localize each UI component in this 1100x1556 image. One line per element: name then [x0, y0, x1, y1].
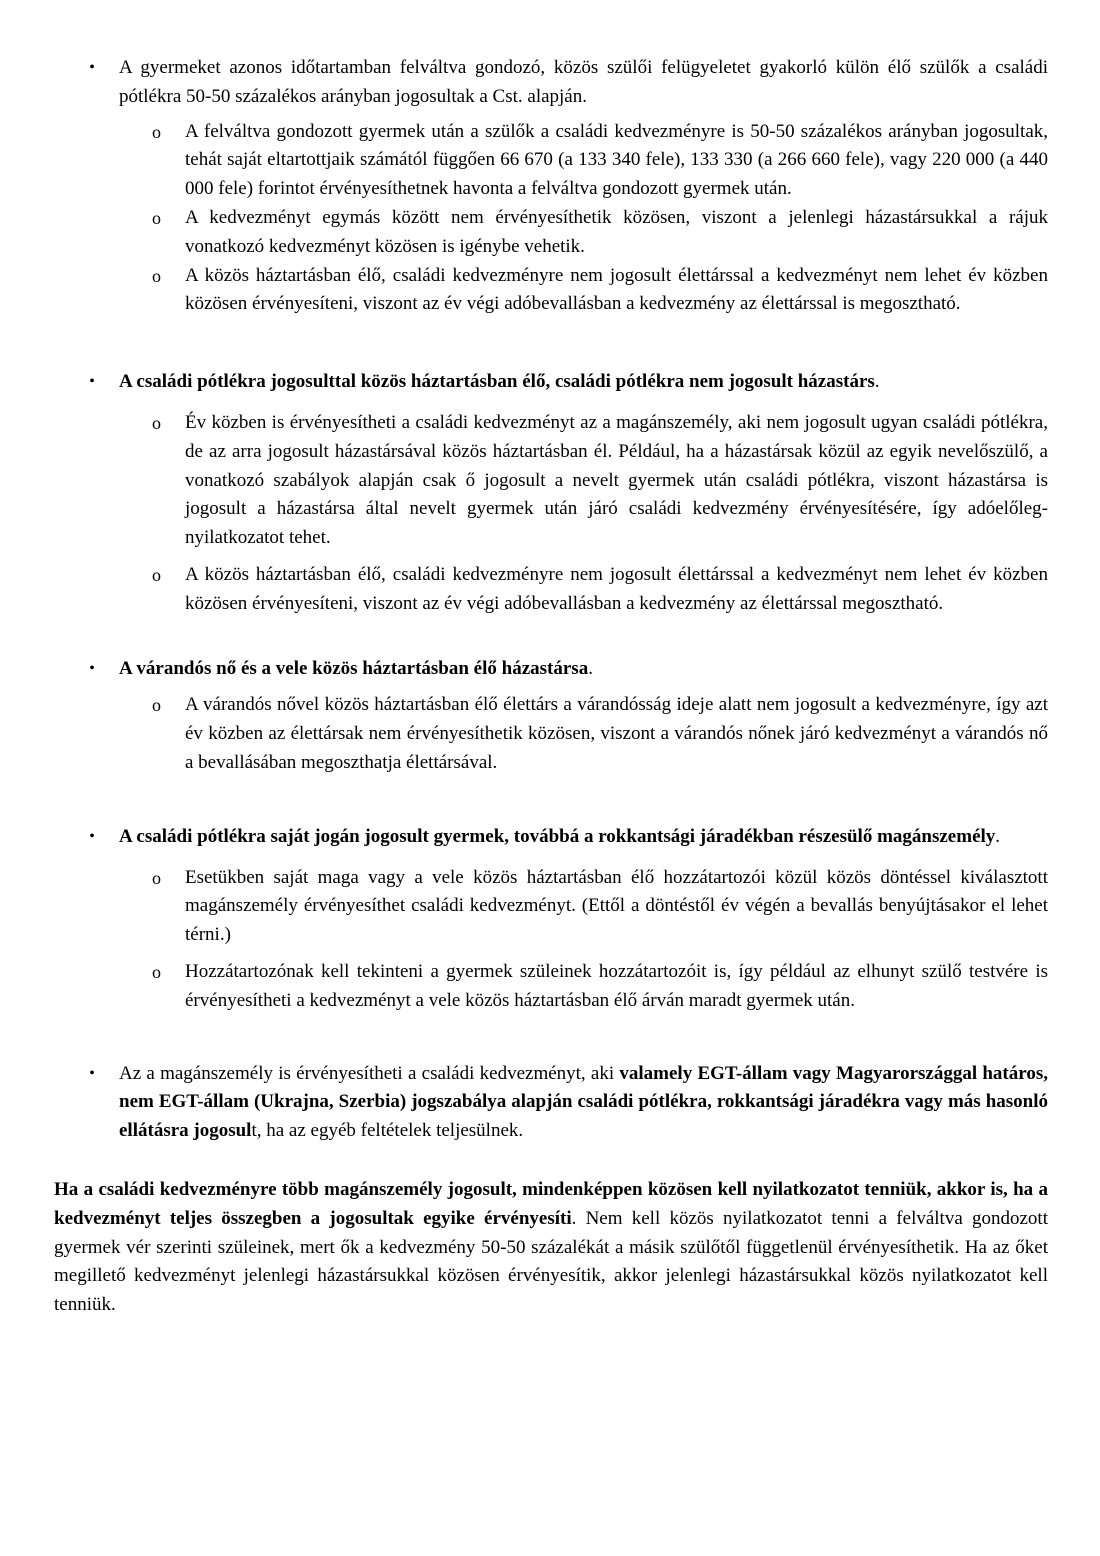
bullet-text: A gyermeket azonos időtartamban felváltva gondozó, közös szülői felügyeletet gyakorló külön élő szülők a családi pótlékra 50-50 százalékos arányban jogosultak a Cst. alapján.	[119, 57, 1048, 107]
sub-bullet-text: A közös háztartásban élő, családi kedvezményre nem jogosult élettárssal a kedvezményt nem lehet év közben közösen érvényesíteni, viszont az év végi adóbevallásban a kedvezmény az élettárssal megosztható.	[185, 563, 1048, 614]
bullet-glyph: •	[89, 659, 95, 677]
sub-bullet-item	[54, 864, 1048, 950]
sub-bullet-glyph: o	[152, 121, 161, 142]
sub-bullet-glyph: o	[152, 265, 161, 286]
bullet-text-bold: valamely EGT-állam vagy Magyarországgal határos, nem EGT-állam (Ukrajna, Szerbia) jogszabálya alapján családi pótlékra, rokkantsági járadékra vagy más hasonló ellátásra jogosul	[119, 1062, 1048, 1142]
sub-bullet-item	[54, 262, 1048, 320]
bullet-glyph: •	[89, 59, 95, 76]
sub-bullet-text: Hozzátartozónak kell tekinteni a gyermek szüleinek hozzátartozóit is, így például az elhunyt szülő testvére is érvényesítheti a kedvezményt a vele közös háztartásban élő árván maradt gyermek után.	[185, 960, 1048, 1011]
bullet-item	[54, 655, 1048, 684]
bullet-text-bold: A családi pótlékra jogosulttal közös háztartásban élő, családi pótlékra nem jogosult házastárs	[119, 371, 875, 393]
bullet-glyph: •	[89, 827, 95, 845]
sub-bullet-glyph: o	[152, 207, 161, 228]
bullet-item	[54, 368, 1048, 397]
sub-bullet-text: A felváltva gondozott gyermek után a szülők a családi kedvezményre is 50-50 százalékos arányban jogosultak, tehát saját eltartottjaik számától függően 66 670 (a 133 340 fele), 133 330 (a 266 660 fele), vagy 220 000 (a 440 000 fele) forintot érvényesíthetnek havonta a felváltva gondozott gyermek után.	[185, 120, 1048, 200]
sub-bullet-glyph: o	[152, 867, 161, 888]
sub-bullet-text: Esetükben saját maga vagy a vele közös háztartásban élő hozzátartozói közül közös döntéssel kiválasztott magánszemély érvényesíthet családi kedvezményt. (Ettől a döntéstől év végén a bevallás benyújtásakor el lehet térni.)	[185, 866, 1048, 946]
bullet-text-bold: A családi pótlékra saját jogán jogosult gyermek, továbbá a rokkantsági járadékban részesülő magánszemély	[119, 825, 996, 847]
bullet-text: .	[588, 657, 593, 679]
sub-bullet-item	[54, 409, 1048, 553]
sub-bullet-glyph: o	[152, 564, 161, 585]
bullet-item	[54, 54, 1048, 112]
bullet-section-1	[54, 54, 1048, 319]
sub-bullet-item	[54, 691, 1048, 777]
bullet-section-4	[54, 823, 1048, 1016]
sub-bullet-glyph: o	[152, 695, 161, 716]
bullet-text-bold: A várandós nő és a vele közös háztartásban élő házastársa	[119, 657, 589, 679]
sub-bullet-item	[54, 958, 1048, 1016]
bullet-glyph: •	[89, 373, 95, 391]
bullet-text: t, ha az egyéb feltételek teljesülnek.	[251, 1120, 524, 1142]
sub-bullet-text: A várandós nővel közös háztartásban élő élettárs a várandósság ideje alatt nem jogosult a kedvezményre, így azt év közben az élettársak nem érvényesíthetik közösen, viszont a várandós nőnek járó kedvezményt a várandós nő a bevallásában megoszthatja élettársával.	[185, 694, 1048, 773]
bullet-section-3	[54, 655, 1048, 778]
sub-bullet-glyph: o	[152, 961, 161, 982]
sub-bullet-text: A közös háztartásban élő, családi kedvezményre nem jogosult élettárssal a kedvezményt nem lehet év közben közösen érvényesíteni, viszont az év végi adóbevallásban a kedvezmény az élettárssal is megosztható.	[185, 264, 1048, 315]
bullet-text: Az a magánszemély is érvényesítheti a családi kedvezményt, aki	[119, 1062, 620, 1084]
sub-bullet-item	[54, 204, 1048, 262]
closing-text-bold: Ha a családi kedvezményre több magánszemély jogosult, mindenképpen közösen kell nyilatkozatot tenniük, akkor is, ha a kedvezményt teljes összegben a jogosultak egyike érvényesíti	[54, 1178, 1048, 1229]
sub-bullet-text: Év közben is érvényesítheti a családi kedvezményt az a magánszemély, aki nem jogosult ugyan családi pótlékra, de az arra jogosult házastársával közös háztartásban él. Például, ha a házastársak közül az egyik nevelőszülő, a vonatkozó szabályok alapján csak ő jogosult a nevelt gyermek után családi pótlékra, viszont házastársa is jogosult a házastársa által nevelt gyermek után járó családi kedvezmény érvényesítésére, így adóelőleg-nyilatkozatot tehet.	[185, 411, 1048, 549]
bullet-section-2	[54, 368, 1048, 618]
bullet-text: .	[995, 825, 1001, 847]
sub-bullet-text: A kedvezményt egymás között nem érvényesíthetik közösen, viszont a jelenlegi házastársukkal a rájuk vonatkozó kedvezményt közösen is igénybe vehetik.	[185, 206, 1048, 257]
bullet-section-5	[54, 1060, 1048, 1146]
document-page	[54, 54, 1048, 1320]
closing-text: . Nem kell közös nyilatkozatot tenni a felváltva gondozott gyermek vér szerinti szüleinek, mert ők a kedvezmény 50-50 százalékát a másik szülőtől függetlenül érvényesíthetik. Ha az őket megillető kedvezményt jelenlegi házastársukkal közösen érvényesítik, akkor jelenlegi házastársukkal közös nyilatkozatot kell tenniük.	[54, 1207, 1048, 1316]
closing-paragraph	[54, 1176, 1048, 1320]
sub-bullet-item	[54, 118, 1048, 204]
bullet-glyph: •	[89, 1064, 95, 1082]
bullet-item	[54, 1060, 1048, 1146]
bullet-text: .	[874, 371, 880, 393]
bullet-item	[54, 823, 1048, 852]
sub-bullet-item	[54, 561, 1048, 619]
sub-bullet-glyph: o	[152, 412, 161, 433]
